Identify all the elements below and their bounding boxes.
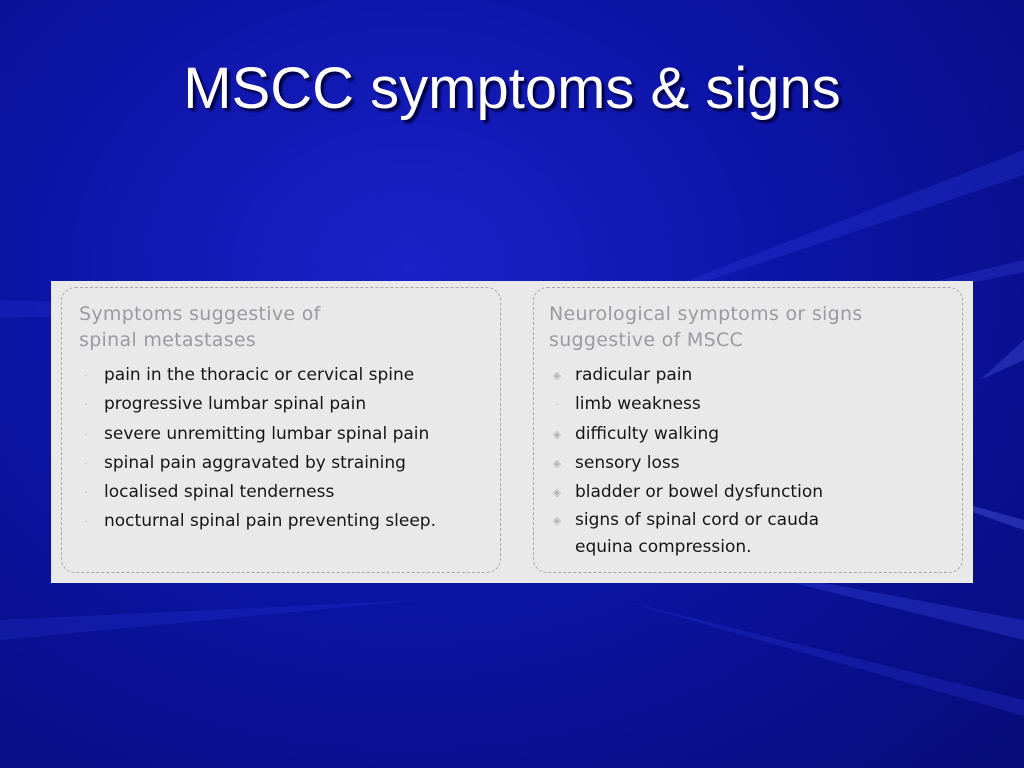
- mscc-signs-list: [549, 361, 835, 561]
- faded-bullet-icon: ·: [84, 456, 88, 470]
- faded-bullet-icon: ◈: [552, 427, 562, 441]
- list-item: [78, 507, 436, 536]
- list-item-text: radicular pain: [575, 365, 693, 385]
- faded-bullet-icon: ·: [84, 486, 88, 500]
- list-item-text: severe unremitting lumbar spinal pain: [104, 423, 430, 444]
- list-item: [549, 420, 835, 449]
- faded-bullet-icon: ·: [84, 398, 88, 412]
- faded-bullet-icon: ·: [555, 398, 559, 412]
- faded-bullet-icon: ·: [84, 515, 88, 529]
- list-item-text: signs of spinal cord or cauda equina compression.: [575, 510, 820, 558]
- slide-title: MSCC symptoms & signs: [183, 56, 841, 121]
- list-item-text: sensory loss: [575, 452, 680, 473]
- faded-bullet-icon: ·: [84, 369, 88, 382]
- spinal-metastases-heading: Symptoms suggestive of spinal metastases: [79, 303, 321, 351]
- list-item-text: nocturnal spinal pain preventing sleep.: [104, 511, 436, 532]
- mscc-signs-heading: Neurological symptoms or signs suggestive of MSCC: [549, 303, 863, 351]
- list-item-text: pain in the thoracic or cervical spine: [104, 365, 415, 385]
- list-item: [78, 449, 436, 478]
- list-item-text: localised spinal tenderness: [104, 482, 335, 503]
- faded-bullet-icon: ◈: [552, 514, 562, 528]
- faded-bullet-icon: ◈: [552, 456, 562, 470]
- list-item: [549, 449, 835, 478]
- list-item: [78, 361, 436, 390]
- list-item-text: bladder or bowel dysfunction: [575, 482, 823, 503]
- spinal-metastases-box: [61, 287, 501, 573]
- faded-bullet-icon: ◈: [552, 369, 562, 382]
- faded-bullet-icon: ·: [84, 427, 88, 441]
- list-item: [549, 361, 835, 390]
- list-item: [78, 420, 436, 449]
- spinal-metastases-list: [78, 361, 436, 537]
- list-item: [549, 507, 835, 561]
- list-item-text: spinal pain aggravated by straining: [104, 452, 406, 473]
- faded-bullet-icon: ◈: [552, 486, 562, 500]
- list-item: [549, 478, 835, 507]
- list-item: [78, 478, 436, 507]
- mscc-signs-box: [533, 287, 963, 573]
- list-item: [549, 390, 835, 419]
- list-item-text: difficulty walking: [575, 423, 720, 444]
- list-item-text: limb weakness: [575, 394, 701, 415]
- scanned-figure: [51, 281, 973, 583]
- list-item: [78, 390, 436, 419]
- list-item-text: progressive lumbar spinal pain: [104, 394, 367, 415]
